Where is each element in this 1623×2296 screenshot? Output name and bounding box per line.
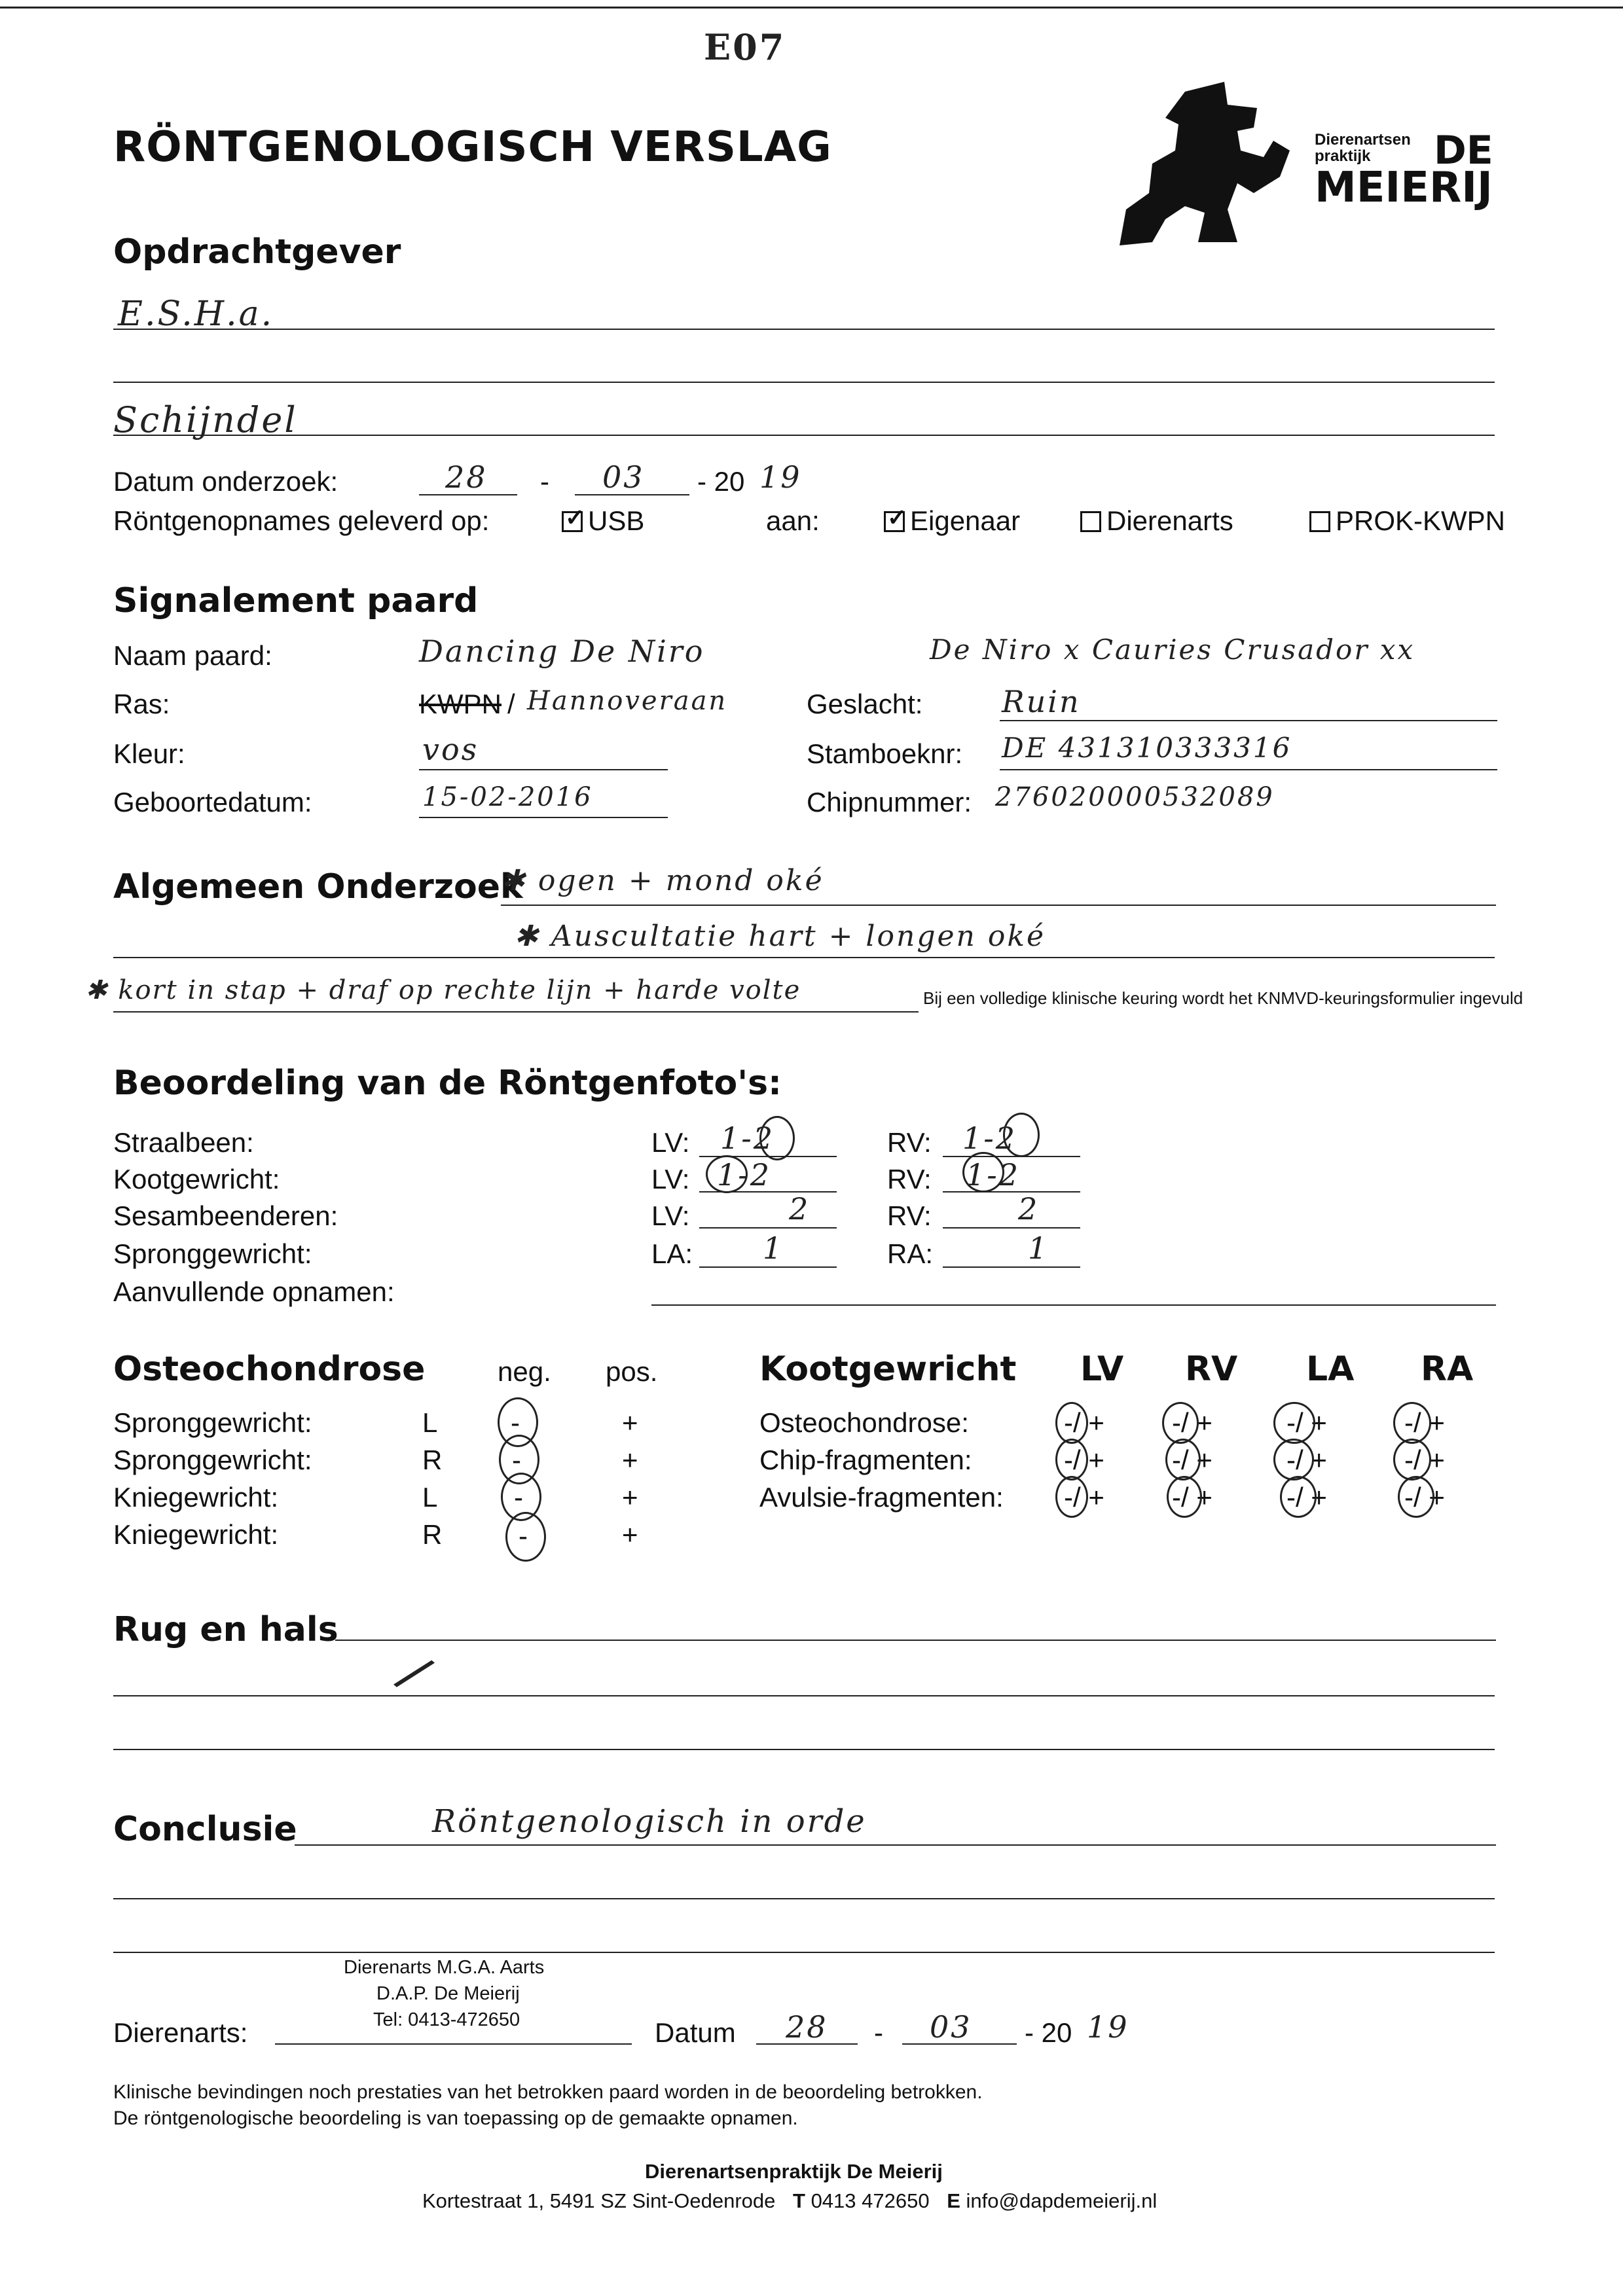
koot-circle-lv xyxy=(1055,1402,1088,1444)
option-dierenarts[interactable] xyxy=(1080,505,1233,537)
conclusie-line-1 xyxy=(295,1844,1496,1846)
koot-circle-lv xyxy=(1055,1476,1088,1518)
datum-day-line-2 xyxy=(756,2043,858,2045)
koot-cell-lv[interactable]: -/ + xyxy=(1064,1407,1104,1438)
stamp-line-2: D.A.P. De Meierij xyxy=(376,1983,520,2004)
koot-circle-la xyxy=(1280,1476,1317,1518)
dierenarts-checkbox[interactable] xyxy=(1080,511,1101,532)
kootgewricht-lv-circle xyxy=(706,1155,748,1193)
datum-dash-2: - xyxy=(874,2017,883,2048)
straalbeen-label: Straalbeen: xyxy=(113,1127,254,1158)
koot-cell-rv[interactable]: -/ + xyxy=(1172,1482,1213,1513)
koot-cell-la[interactable]: -/ + xyxy=(1286,1482,1327,1513)
prok-label: PROK-KWPN xyxy=(1336,505,1506,536)
clinic-logo xyxy=(1113,79,1506,262)
koot-circle-ra xyxy=(1393,1402,1431,1444)
spronggewricht-label: Spronggewricht: xyxy=(113,1238,312,1269)
koot-col-ra: RA xyxy=(1421,1350,1474,1389)
sesambeenderen-rv-value: 2 xyxy=(1018,1191,1040,1227)
spronggewricht-ra-label: RA: xyxy=(887,1238,934,1269)
conclusie-line-3 xyxy=(113,1952,1495,1953)
algemeen-rule-1 xyxy=(501,905,1496,906)
top-border xyxy=(0,7,1623,9)
chip-label: Chipnummer: xyxy=(807,787,972,817)
datum-onderzoek-month: 03 xyxy=(602,459,645,495)
ras-slash: / xyxy=(507,689,515,719)
koot-cell-la[interactable]: -/ + xyxy=(1286,1444,1327,1475)
spronggewricht-ra-value: 1 xyxy=(1028,1230,1049,1266)
osteo-pos-value[interactable]: + xyxy=(622,1407,638,1438)
geslacht-label: Geslacht: xyxy=(807,689,923,719)
datum-month-line xyxy=(575,494,689,495)
kootgewricht-rv-circle xyxy=(962,1152,1004,1193)
datum-onderzoek-day: 28 xyxy=(445,459,488,495)
algemeen-rule-3 xyxy=(113,1011,919,1013)
straalbeen-lv-label: LV: xyxy=(651,1127,690,1158)
koot-cell-rv[interactable]: -/ + xyxy=(1172,1407,1213,1438)
koot-circle-ra xyxy=(1398,1476,1434,1518)
form-code: E07 xyxy=(704,26,786,68)
rug-value: / xyxy=(388,1643,443,1703)
usb-label: USB xyxy=(588,505,645,536)
logo-text-top: Dierenartsen xyxy=(1315,131,1411,149)
osteo-row-side: R xyxy=(422,1444,443,1475)
koot-circle-la xyxy=(1273,1439,1314,1480)
section-signalement: Signalement paard xyxy=(113,581,479,620)
osteo-row-side: L xyxy=(422,1407,438,1438)
kleur-value: vos xyxy=(422,732,479,767)
koot-col-lv: LV xyxy=(1080,1350,1124,1389)
disclaimer-1: Klinische bevindingen noch prestaties van het betrokken paard worden in de beoordeling betrokken. xyxy=(113,2081,983,2103)
koot-cell-ra[interactable]: -/ + xyxy=(1404,1444,1445,1475)
spronggewricht-la-label: LA: xyxy=(651,1238,693,1269)
algemeen-rule-2 xyxy=(113,957,1495,958)
osteo-neg-value: - xyxy=(514,1482,523,1513)
koot-cell-lv[interactable]: -/ + xyxy=(1064,1482,1104,1513)
logo-text-mid: praktijk xyxy=(1315,147,1371,165)
stamp-line-1: Dierenarts M.G.A. Aarts xyxy=(344,1957,545,1978)
eigenaar-label: Eigenaar xyxy=(910,505,1021,536)
client-line-2 xyxy=(113,382,1495,383)
page-title: RÖNTGENOLOGISCH VERSLAG xyxy=(113,123,832,171)
stamboek-label: Stamboeknr: xyxy=(807,738,963,769)
osteo-row-label: Kniegewricht: xyxy=(113,1519,279,1550)
osteo-neg-value: - xyxy=(511,1407,520,1438)
spronggewricht-la-value: 1 xyxy=(763,1230,784,1266)
datum-onderzoek-year: 19 xyxy=(759,459,802,495)
koot-row-label: Osteochondrose: xyxy=(759,1407,969,1438)
prok-checkbox[interactable] xyxy=(1309,511,1330,532)
naam-label: Naam paard: xyxy=(113,640,272,671)
rug-line-3 xyxy=(113,1749,1495,1750)
section-opdrachtgever: Opdrachtgever xyxy=(113,232,401,272)
footer-address: Kortestraat 1, 5491 SZ Sint-Oedenrode xyxy=(422,2189,776,2212)
dierenarts-line xyxy=(275,2043,632,2045)
geslacht-line xyxy=(1000,720,1497,721)
section-osteochondrose: Osteochondrose xyxy=(113,1350,426,1389)
naam-value: Dancing De Niro xyxy=(419,634,705,669)
kootgewricht-rv-value: 1-2 xyxy=(966,1157,1021,1193)
ras-value: Hannoveraan xyxy=(527,686,728,716)
section-algemeen: Algemeen Onderzoek xyxy=(113,867,523,906)
datum-dash: - xyxy=(540,466,549,497)
disclaimer-2: De röntgenologische beoordeling is van toepassing op de gemaakte opnamen. xyxy=(113,2108,798,2129)
sesambeenderen-rv-label: RV: xyxy=(887,1200,932,1231)
aan-label: aan: xyxy=(766,505,820,536)
osteo-row-side: L xyxy=(422,1482,438,1513)
kootgewricht-lv-line xyxy=(699,1191,837,1193)
datum-label: Datum xyxy=(655,2017,736,2048)
afstamming-value: De Niro x Cauries Crusador xx xyxy=(930,634,1415,666)
datum-month-line-2 xyxy=(902,2043,1017,2045)
koot-circle-rv xyxy=(1162,1402,1199,1444)
logo-text-de: DE xyxy=(1434,128,1493,173)
kootgewricht-lv-value: 1-2 xyxy=(717,1157,772,1193)
osteo-row-side: R xyxy=(422,1519,443,1550)
usb-checkbox[interactable] xyxy=(562,511,583,532)
section-conclusie: Conclusie xyxy=(113,1810,297,1849)
osteo-row-label: Kniegewricht: xyxy=(113,1482,279,1513)
geboorte-line xyxy=(419,817,668,818)
stamp-line-3: Tel: 0413-472650 xyxy=(373,2009,520,2030)
ras-label: Ras: xyxy=(113,689,170,719)
section-beoordeling: Beoordeling van de Röntgenfoto's: xyxy=(113,1064,782,1103)
sesambeenderen-rv-line xyxy=(943,1227,1080,1229)
conclusie-value: Röntgenologisch in orde xyxy=(432,1803,867,1840)
straalbeen-rv-value: 1-2 xyxy=(962,1121,1017,1156)
footer-e-label: E xyxy=(947,2189,960,2212)
koot-col-la: LA xyxy=(1306,1350,1355,1389)
sesambeenderen-label: Sesambeenderen: xyxy=(113,1200,338,1231)
option-prok-kwpn[interactable] xyxy=(1309,505,1505,537)
datum-year: 19 xyxy=(1087,2009,1129,2045)
dierenarts-label: Dierenarts: xyxy=(113,2017,248,2048)
datum-month: 03 xyxy=(930,2009,972,2045)
client-line-3 xyxy=(113,435,1495,436)
ras-struck: KWPN xyxy=(419,689,501,719)
osteo-row-label: Spronggewricht: xyxy=(113,1407,312,1438)
kootgewricht-lv-label: LV: xyxy=(651,1164,690,1194)
client-line-1 xyxy=(113,329,1495,330)
client-place: Schijndel xyxy=(113,399,298,440)
kleur-line xyxy=(419,769,668,770)
aanvullend-label: Aanvullende opnamen: xyxy=(113,1276,395,1307)
osteo-pos-value[interactable]: + xyxy=(622,1482,638,1513)
client-name: E.S.H.a. xyxy=(118,295,274,334)
straalbeen-rv-label: RV: xyxy=(887,1127,932,1158)
kootgewricht-rv-label: RV: xyxy=(887,1164,932,1194)
osteo-pos-value[interactable]: + xyxy=(622,1444,638,1475)
geleverd-label: Röntgenopnames geleverd op: xyxy=(113,505,490,536)
koot-col-rv: RV xyxy=(1185,1350,1238,1389)
osteo-neg-value: - xyxy=(519,1520,528,1551)
footer-phone: 0413 472650 xyxy=(811,2189,930,2212)
koot-circle-rv xyxy=(1167,1476,1202,1518)
koot-circle-la xyxy=(1273,1402,1315,1444)
algemeen-line-3: ✱ kort in stap + draf op rechte lijn + harde volte xyxy=(85,975,801,1005)
stamboek-line xyxy=(1000,769,1497,770)
datum-day: 28 xyxy=(786,2009,828,2045)
koot-cell-ra[interactable]: -/ + xyxy=(1404,1482,1445,1513)
koot-cell-rv[interactable]: -/ + xyxy=(1172,1444,1213,1475)
kootgewricht-rv-line xyxy=(943,1191,1080,1193)
osteo-pos-value[interactable]: + xyxy=(622,1519,638,1550)
geboorte-label: Geboortedatum: xyxy=(113,787,312,817)
footer-t-label: T xyxy=(793,2189,805,2212)
spronggewricht-ra-line xyxy=(943,1266,1080,1268)
straalbeen-lv-value: 1-2 xyxy=(720,1121,775,1156)
koot-circle-rv xyxy=(1165,1439,1201,1480)
sesambeenderen-lv-label: LV: xyxy=(651,1200,690,1231)
koot-cell-lv[interactable]: -/ + xyxy=(1064,1444,1104,1475)
usb-option[interactable] xyxy=(562,505,644,537)
option-eigenaar[interactable] xyxy=(884,505,1020,537)
kootgewricht-label: Kootgewricht: xyxy=(113,1164,280,1194)
section-rug-en-hals: Rug en hals xyxy=(113,1610,338,1649)
kleur-label: Kleur: xyxy=(113,738,185,769)
osteo-neg-header: neg. xyxy=(498,1356,551,1387)
dierenarts-label: Dierenarts xyxy=(1106,505,1233,536)
koot-circle-ra xyxy=(1393,1439,1431,1480)
spronggewricht-la-line xyxy=(699,1266,837,1268)
datum-year-prefix: - 20 xyxy=(697,466,745,497)
geslacht-value: Ruin xyxy=(1002,684,1081,719)
koot-circle-lv xyxy=(1055,1439,1088,1480)
chip-value: 276020000532089 xyxy=(995,782,1275,812)
datum-day-line xyxy=(419,494,517,495)
knmvd-note: Bij een volledige klinische keuring wordt het KNMVD-keuringsformulier ingevuld xyxy=(923,988,1523,1008)
straalbeen-lv-circle xyxy=(759,1116,795,1160)
algemeen-line-1: ✱ ogen + mond oké xyxy=(501,864,824,897)
sesambeenderen-lv-line xyxy=(699,1227,837,1229)
koot-row-label: Avulsie-fragmenten: xyxy=(759,1482,1004,1513)
algemeen-line-2: ✱ Auscultatie hart + longen oké xyxy=(514,920,1046,953)
conclusie-line-2 xyxy=(113,1898,1495,1899)
koot-cell-ra[interactable]: -/ + xyxy=(1404,1407,1445,1438)
aanvullend-line xyxy=(651,1304,1496,1306)
rug-line-1 xyxy=(335,1640,1496,1641)
straalbeen-rv-circle xyxy=(1003,1113,1040,1157)
koot-cell-la[interactable]: -/ + xyxy=(1286,1407,1327,1438)
rug-line-2 xyxy=(113,1695,1495,1696)
horse-logo-icon xyxy=(1113,79,1309,255)
datum-year-prefix-2: - 20 xyxy=(1025,2017,1072,2048)
datum-onderzoek-label: Datum onderzoek: xyxy=(113,466,338,497)
eigenaar-checkbox[interactable] xyxy=(884,511,905,532)
logo-text-meierij: MEIERIJ xyxy=(1315,164,1493,212)
osteo-row-label: Spronggewricht: xyxy=(113,1444,312,1475)
osteo-pos-header: pos. xyxy=(606,1356,658,1387)
footer-name: Dierenartsenpraktijk De Meierij xyxy=(645,2160,943,2183)
sesambeenderen-lv-value: 2 xyxy=(789,1191,811,1227)
stamboek-value: DE 431310333316 xyxy=(1002,732,1292,764)
geboorte-value: 15-02-2016 xyxy=(422,782,593,812)
section-kootgewricht: Kootgewricht xyxy=(759,1350,1017,1389)
footer-email[interactable]: info@dapdemeierij.nl xyxy=(966,2189,1158,2212)
osteo-neg-value: - xyxy=(512,1444,521,1475)
footer-contact xyxy=(422,2189,1157,2213)
koot-row-label: Chip-fragmenten: xyxy=(759,1444,972,1475)
